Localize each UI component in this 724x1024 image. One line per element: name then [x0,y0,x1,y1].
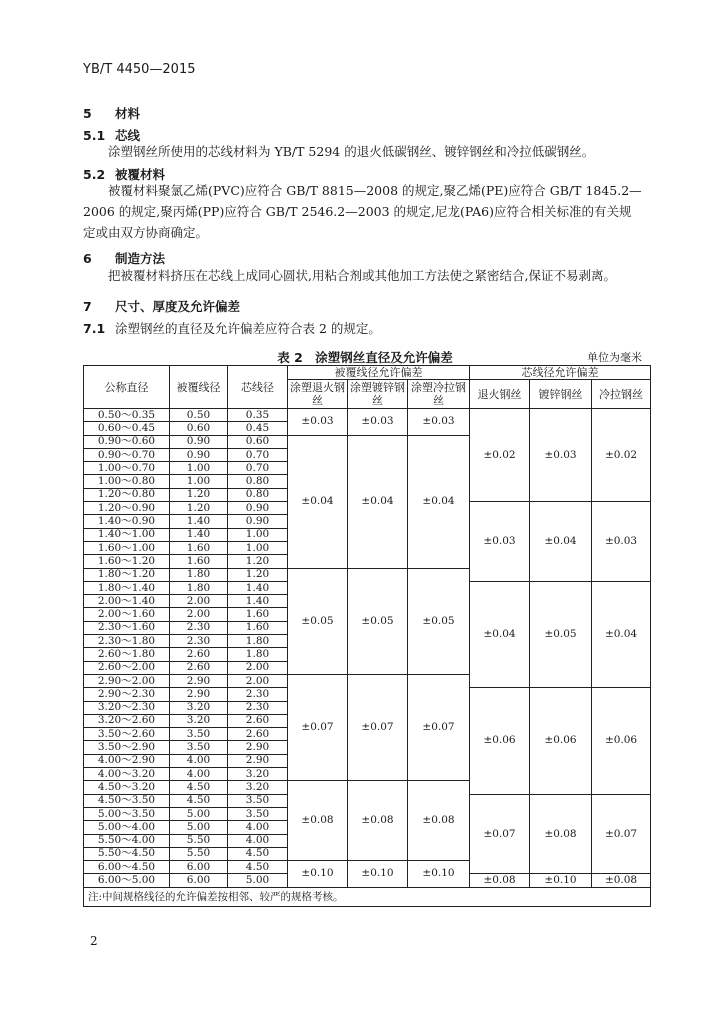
standard-number: YB/T 4450—2015 [83,62,196,77]
nominal-diameter-cell: 1.00～0.80 [84,475,170,488]
coated-diameter-cell: 6.00 [170,874,228,887]
coated-tolerance-cell: ±0.03 [288,409,348,436]
nominal-diameter-cell: 1.80～1.20 [84,568,170,581]
header-coated-annealed: 涂塑退火钢丝 [288,380,348,409]
page-number: 2 [90,934,98,948]
core-diameter-cell: 2.90 [228,741,288,754]
coated-tolerance-cell: ±0.07 [408,674,470,780]
nominal-diameter-cell: 0.90～0.70 [84,448,170,461]
core-tolerance-cell: ±0.04 [470,581,530,687]
core-tolerance-cell: ±0.07 [592,794,651,874]
coated-diameter-cell: 1.80 [170,581,228,594]
section-6-heading: 6 制造方法 [83,251,166,266]
nominal-diameter-cell: 1.00～0.70 [84,462,170,475]
coated-diameter-cell: 2.60 [170,661,228,674]
coated-diameter-cell: 3.50 [170,728,228,741]
coated-diameter-cell: 1.60 [170,541,228,554]
section-5-2-text: 被覆材料聚氯乙烯(PVC)应符合 GB/T 8815—2008 的规定,聚乙烯(PE)应符合 GB/T 1845.2—2006 的规定,聚丙烯(PP)应符合 GB/T 2546.2—2003 的规定,尼龙(PA6)应符合相关标准的有关规定或由双方协商确定。 [83,183,642,240]
core-diameter-cell: 2.00 [228,674,288,687]
nominal-diameter-cell: 5.50～4.50 [84,847,170,860]
core-diameter-cell: 3.50 [228,794,288,807]
core-diameter-cell: 2.30 [228,688,288,701]
coated-tolerance-cell: ±0.08 [348,781,408,861]
core-diameter-cell: 0.70 [228,462,288,475]
coated-diameter-cell: 1.60 [170,555,228,568]
core-diameter-cell: 0.35 [228,409,288,422]
coated-diameter-cell: 1.40 [170,528,228,541]
core-tolerance-cell: ±0.06 [530,688,592,794]
coated-diameter-cell: 5.00 [170,807,228,820]
core-tolerance-cell: ±0.04 [592,581,651,687]
core-tolerance-cell: ±0.02 [592,409,651,502]
core-tolerance-cell: ±0.08 [470,874,530,887]
coated-tolerance-cell: ±0.05 [288,568,348,674]
coated-diameter-cell: 3.50 [170,741,228,754]
coated-diameter-cell: 5.50 [170,834,228,847]
coated-diameter-cell: 2.90 [170,688,228,701]
header-core-galvanized: 镀锌钢丝 [530,380,592,409]
core-diameter-cell: 2.00 [228,661,288,674]
core-diameter-cell: 0.70 [228,448,288,461]
section-5-heading: 5 材料 [83,106,141,121]
coated-tolerance-cell: ±0.04 [348,435,408,568]
core-diameter-cell: 1.20 [228,568,288,581]
core-diameter-cell: 1.80 [228,635,288,648]
header-nominal-diameter: 公称直径 [84,366,170,409]
coated-diameter-cell: 0.60 [170,422,228,435]
coated-diameter-cell: 5.50 [170,847,228,860]
coated-tolerance-cell: ±0.10 [348,861,408,888]
coated-diameter-cell: 2.00 [170,595,228,608]
core-diameter-cell: 5.00 [228,874,288,887]
core-tolerance-cell: ±0.03 [530,409,592,502]
nominal-diameter-cell: 2.60～1.80 [84,648,170,661]
coated-diameter-cell: 2.30 [170,635,228,648]
core-diameter-cell: 2.90 [228,754,288,767]
section-5-2-heading: 5.2 被覆材料 [83,167,166,182]
table-body [84,409,651,888]
coated-tolerance-cell: ±0.08 [288,781,348,861]
core-diameter-cell: 1.40 [228,581,288,594]
nominal-diameter-cell: 1.20～0.90 [84,502,170,515]
core-tolerance-cell: ±0.02 [470,409,530,502]
coated-diameter-cell: 1.40 [170,515,228,528]
core-diameter-cell: 1.80 [228,648,288,661]
core-diameter-cell: 1.20 [228,555,288,568]
section-5-1-text: 涂塑钢丝所使用的芯线材料为 YB/T 5294 的退火低碳钢丝、镀锌钢丝和冷拉低碳钢丝。 [108,144,595,159]
core-diameter-cell: 2.60 [228,728,288,741]
core-tolerance-cell: ±0.05 [530,581,592,687]
nominal-diameter-cell: 1.60～1.00 [84,541,170,554]
nominal-diameter-cell: 2.90～2.00 [84,674,170,687]
coated-diameter-cell: 2.00 [170,608,228,621]
core-diameter-cell: 1.00 [228,541,288,554]
coated-diameter-cell: 1.80 [170,568,228,581]
core-diameter-cell: 0.90 [228,502,288,515]
nominal-diameter-cell: 2.90～2.30 [84,688,170,701]
section-7-1-text: 7.1 涂塑钢丝的直径及允许偏差应符合表 2 的规定。 [83,321,381,336]
coated-diameter-cell: 1.00 [170,475,228,488]
core-diameter-cell: 3.50 [228,807,288,820]
header-core-tolerance-group: 芯线径允许偏差 [470,366,651,380]
core-diameter-cell: 1.40 [228,595,288,608]
coated-tolerance-cell: ±0.03 [348,409,408,436]
coated-diameter-cell: 2.30 [170,621,228,634]
core-diameter-cell: 0.80 [228,488,288,501]
coated-diameter-cell: 1.20 [170,488,228,501]
nominal-diameter-cell: 0.50～0.35 [84,409,170,422]
coated-diameter-cell: 1.20 [170,502,228,515]
coated-tolerance-cell: ±0.08 [408,781,470,861]
nominal-diameter-cell: 2.60～2.00 [84,661,170,674]
nominal-diameter-cell: 4.50～3.50 [84,794,170,807]
nominal-diameter-cell: 6.00～5.00 [84,874,170,887]
nominal-diameter-cell: 0.60～0.45 [84,422,170,435]
core-tolerance-cell: ±0.08 [530,794,592,874]
nominal-diameter-cell: 3.50～2.60 [84,728,170,741]
table-unit: 单位为毫米 [587,351,642,364]
coated-tolerance-cell: ±0.03 [408,409,470,436]
nominal-diameter-cell: 1.40～1.00 [84,528,170,541]
core-diameter-cell: 4.00 [228,834,288,847]
header-coated-diameter: 被覆线径 [170,366,228,409]
section-5-1-heading: 5.1 芯线 [83,128,141,143]
nominal-diameter-cell: 6.00～4.50 [84,861,170,874]
coated-diameter-cell: 5.00 [170,821,228,834]
nominal-diameter-cell: 2.00～1.40 [84,595,170,608]
core-tolerance-cell: ±0.03 [470,502,530,582]
coated-diameter-cell: 1.00 [170,462,228,475]
coated-diameter-cell: 4.50 [170,781,228,794]
core-tolerance-cell: ±0.08 [592,874,651,887]
nominal-diameter-cell: 3.20～2.60 [84,714,170,727]
coated-tolerance-cell: ±0.05 [408,568,470,674]
core-diameter-cell: 3.20 [228,768,288,781]
core-diameter-cell: 4.50 [228,861,288,874]
header-core-colddrawn: 冷拉钢丝 [592,380,651,409]
header-coated-galvanized: 涂塑镀锌钢丝 [348,380,408,409]
core-diameter-cell: 2.30 [228,701,288,714]
nominal-diameter-cell: 1.80～1.40 [84,581,170,594]
nominal-diameter-cell: 3.50～2.90 [84,741,170,754]
coated-diameter-cell: 3.20 [170,701,228,714]
nominal-diameter-cell: 2.30～1.60 [84,621,170,634]
core-diameter-cell: 1.00 [228,528,288,541]
coated-tolerance-cell: ±0.04 [408,435,470,568]
core-tolerance-cell: ±0.07 [470,794,530,874]
core-tolerance-cell: ±0.06 [592,688,651,794]
section-6-text: 把被覆材料挤压在芯线上成同心圆状,用粘合剂或其他加工方法使之紧密结合,保证不易剥离。 [108,268,616,283]
header-coated-colddrawn: 涂塑冷拉钢丝 [408,380,470,409]
core-diameter-cell: 0.80 [228,475,288,488]
coated-tolerance-cell: ±0.07 [288,674,348,780]
coated-tolerance-cell: ±0.10 [288,861,348,888]
core-tolerance-cell: ±0.06 [470,688,530,794]
nominal-diameter-cell: 3.20～2.30 [84,701,170,714]
core-tolerance-cell: ±0.03 [592,502,651,582]
header-core-diameter: 芯线径 [228,366,288,409]
section-7-heading: 7 尺寸、厚度及允许偏差 [83,299,241,314]
coated-tolerance-cell: ±0.05 [348,568,408,674]
core-diameter-cell: 0.45 [228,422,288,435]
nominal-diameter-cell: 4.50～3.20 [84,781,170,794]
core-diameter-cell: 1.60 [228,621,288,634]
coated-diameter-cell: 2.60 [170,648,228,661]
nominal-diameter-cell: 4.00～3.20 [84,768,170,781]
coated-diameter-cell: 6.00 [170,861,228,874]
tolerance-table [83,365,651,907]
coated-diameter-cell: 0.90 [170,448,228,461]
nominal-diameter-cell: 5.00～4.00 [84,821,170,834]
table-caption: 表 2 涂塑钢丝直径及允许偏差 [277,350,453,365]
nominal-diameter-cell: 4.00～2.90 [84,754,170,767]
nominal-diameter-cell: 1.40～0.90 [84,515,170,528]
core-diameter-cell: 0.90 [228,515,288,528]
coated-diameter-cell: 0.90 [170,435,228,448]
nominal-diameter-cell: 2.00～1.60 [84,608,170,621]
table-note: 注:中间规格线径的允许偏差按相邻、较严的规格考核。 [84,887,651,906]
core-tolerance-cell: ±0.10 [530,874,592,887]
nominal-diameter-cell: 0.90～0.60 [84,435,170,448]
core-diameter-cell: 4.50 [228,847,288,860]
coated-diameter-cell: 4.50 [170,794,228,807]
coated-diameter-cell: 3.20 [170,714,228,727]
core-diameter-cell: 3.20 [228,781,288,794]
core-diameter-cell: 0.60 [228,435,288,448]
table-row [84,409,651,422]
core-diameter-cell: 4.00 [228,821,288,834]
coated-diameter-cell: 4.00 [170,768,228,781]
coated-tolerance-cell: ±0.10 [408,861,470,888]
coated-diameter-cell: 0.50 [170,409,228,422]
core-diameter-cell: 1.60 [228,608,288,621]
coated-diameter-cell: 2.90 [170,674,228,687]
coated-diameter-cell: 4.00 [170,754,228,767]
nominal-diameter-cell: 1.20～0.80 [84,488,170,501]
nominal-diameter-cell: 1.60～1.20 [84,555,170,568]
coated-tolerance-cell: ±0.04 [288,435,348,568]
core-diameter-cell: 2.60 [228,714,288,727]
nominal-diameter-cell: 5.50～4.00 [84,834,170,847]
nominal-diameter-cell: 2.30～1.80 [84,635,170,648]
coated-tolerance-cell: ±0.07 [348,674,408,780]
header-core-annealed: 退火钢丝 [470,380,530,409]
nominal-diameter-cell: 5.00～3.50 [84,807,170,820]
header-coated-tolerance-group: 被覆线径允许偏差 [288,366,470,380]
core-tolerance-cell: ±0.04 [530,502,592,582]
